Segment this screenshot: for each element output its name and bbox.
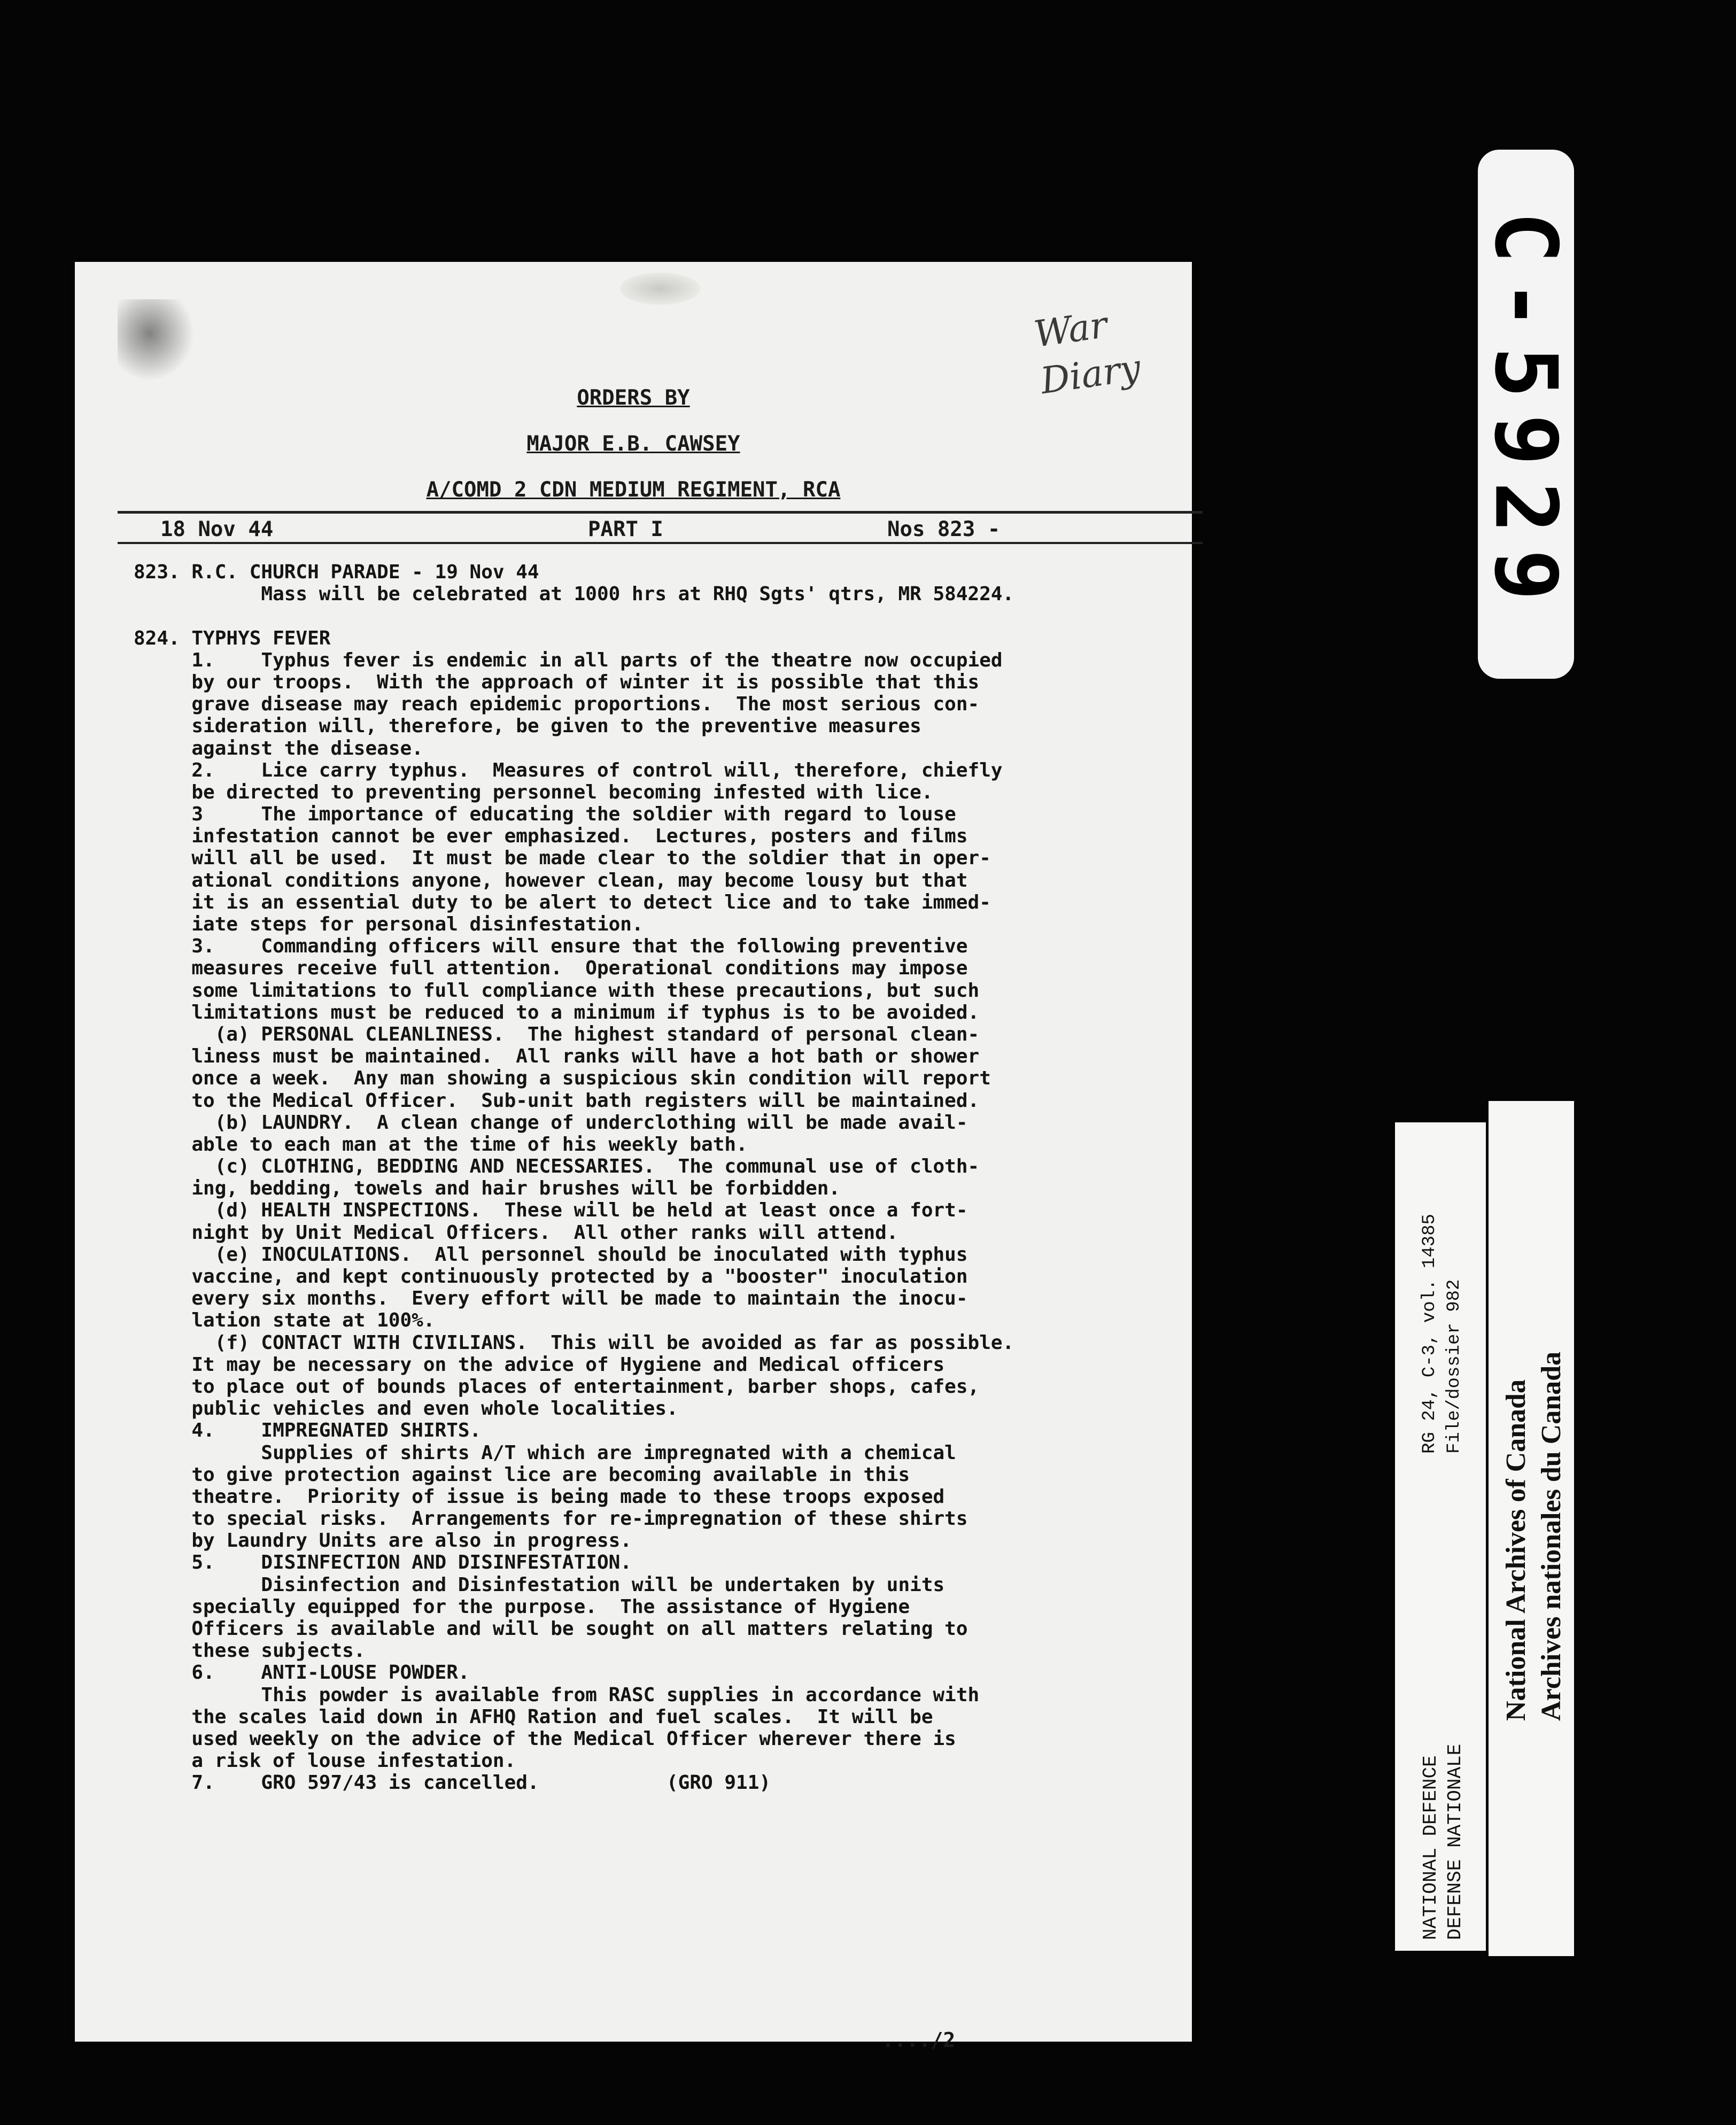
text-line: Disinfection and Disinfestation will be undertaken by units (134, 1573, 945, 1596)
text-line: to place out of bounds places of entertainment, barber shops, cafes, (134, 1375, 980, 1398)
text-line: liness must be maintained. All ranks will have a hot bath or shower (134, 1045, 980, 1068)
text-line: Officers is available and will be sought on all matters relating to (134, 1618, 968, 1640)
text-line: measures receive full attention. Operational conditions may impose (134, 957, 968, 980)
text-line: by our troops. With the approach of winter it is possible that this (134, 671, 980, 693)
heading-line: MAJOR E.B. CAWSEY (526, 432, 740, 456)
order-date: 18 Nov 44 (160, 517, 274, 541)
document-page (75, 262, 1192, 2052)
text-line: used weekly on the advice of the Medical Officer wherever there is (134, 1727, 956, 1750)
header-rule (118, 542, 1203, 544)
text-line: a risk of louse infestation. (134, 1750, 516, 1772)
agency-name-fr: DEFENSE NATIONALE (1444, 1743, 1466, 1940)
heading-line: A/COMD 2 CDN MEDIUM REGIMENT, RCA (426, 478, 841, 502)
text-line: able to each man at the time of his weekly bath. (134, 1133, 748, 1155)
text-line: limitations must be reduced to a minimum if typhus is to be avoided. (134, 1001, 980, 1023)
text-line: night by Unit Medical Officers. All other ranks will attend. (134, 1221, 898, 1244)
text-line: (b) LAUNDRY. A clean change of underclothing will be made avail- (134, 1111, 968, 1134)
text-line: 6. ANTI-LOUSE POWDER. (134, 1662, 470, 1684)
text-line: the scales laid down in AFHQ Ration and fuel scales. It will be (134, 1705, 933, 1728)
text-line: iate steps for personal disinfestation. (134, 913, 644, 935)
text-line: by Laundry Units are also in progress. (134, 1530, 632, 1552)
text-line: This powder is available from RASC supplies in accordance with (134, 1684, 980, 1706)
text-line: to special risks. Arrangements for re-impregnation of these shirts (134, 1508, 968, 1530)
staple-mark (620, 273, 700, 305)
text-line: 824. TYPHYS FEVER (134, 627, 331, 649)
text-line: 2. Lice carry typhus. Measures of control will, therefore, chiefly (134, 759, 1003, 781)
heading-line: ORDERS BY (577, 386, 690, 410)
reel-number-text: C-5929 (1476, 212, 1576, 617)
text-line: 3. Commanding officers will ensure that the following preventive (134, 935, 968, 958)
text-line (134, 605, 1235, 627)
text-line: 5. DISINFECTION AND DISINFESTATION. (134, 1552, 632, 1574)
text-line: some limitations to full compliance with these precautions, but such (134, 979, 980, 1002)
text-line: every six months. Every effort will be made to maintain the inocu- (134, 1288, 968, 1310)
text-line: public vehicles and even whole localities. (134, 1398, 678, 1420)
archives-name-label (1489, 1101, 1574, 1956)
text-line: will all be used. It must be made clear to the soldier that in oper- (134, 847, 991, 870)
text-line: specially equipped for the purpose. The assistance of Hygiene (134, 1595, 910, 1618)
text-line: to give protection against lice are becoming available in this (134, 1463, 910, 1486)
text-line: (d) HEALTH INSPECTIONS. These will be held at least once a fort- (134, 1199, 968, 1222)
text-line: be directed to preventing personnel becoming infested with lice. (134, 781, 933, 803)
handwritten-word: Diary (1038, 346, 1144, 403)
text-line: 4. IMPREGNATED SHIRTS. (134, 1420, 482, 1442)
text-line: Supplies of shirts A/T which are impregnated with a chemical (134, 1441, 956, 1464)
text-line: it is an essential duty to be alert to detect lice and to take immed- (134, 891, 991, 913)
handwritten-word: War (1031, 304, 1110, 356)
agency-name-en: NATIONAL DEFENCE (1420, 1755, 1442, 1940)
text-line: (e) INOCULATIONS. All personnel should be inoculated with typhus (134, 1243, 968, 1266)
text-line: ational conditions anyone, however clean, may become lousy but that (134, 869, 968, 891)
record-group-ref: RG 24, C-3, vol. 14385 (1420, 1214, 1440, 1454)
text-line: infestation cannot be ever emphasized. Lectures, posters and films (134, 825, 968, 848)
text-line: theatre. Priority of issue is being made to these troops exposed (134, 1485, 945, 1508)
text-line: against the disease. (134, 737, 423, 759)
text-line: these subjects. (134, 1640, 366, 1662)
text-line: (c) CLOTHING, BEDDING AND NECESSARIES. The communal use of cloth- (134, 1155, 980, 1178)
archives-name-en: National Archives of Canada (1501, 1379, 1531, 1721)
text-line: (a) PERSONAL CLEANLINESS. The highest standard of personal clean- (134, 1023, 980, 1045)
order-numbers: Nos 823 - (887, 517, 1001, 541)
order-part: PART I (588, 517, 663, 541)
microfilm-reel-number (1478, 150, 1574, 679)
page-continuation: ..../2 (882, 2028, 956, 2052)
text-line: (f) CONTACT WITH CIVILIANS. This will be avoided as far as possible. (134, 1331, 1014, 1354)
text-line: It may be necessary on the advice of Hygiene and Medical officers (134, 1353, 945, 1376)
file-ref: File/dossier 982 (1444, 1279, 1464, 1454)
text-line: 823. R.C. CHURCH PARADE - 19 Nov 44 (134, 561, 539, 583)
text-line: to the Medical Officer. Sub-unit bath registers will be maintained. (134, 1089, 980, 1112)
text-line: once a week. Any man showing a suspicious skin condition will report (134, 1067, 991, 1090)
text-line: Mass will be celebrated at 1000 hrs at RHQ Sgts' qtrs, MR 584224. (134, 583, 1014, 606)
text-line: 3 The importance of educating the soldier with regard to louse (134, 803, 956, 826)
ink-smudge (118, 299, 198, 385)
text-line: lation state at 100%. (134, 1309, 435, 1332)
order-body-text (134, 561, 1235, 1794)
text-line: sideration will, therefore, be given to the preventive measures (134, 715, 921, 738)
archive-reference-label (1395, 1122, 1486, 1951)
text-line: grave disease may reach epidemic proportions. The most serious con- (134, 693, 980, 716)
header-rule (118, 511, 1203, 514)
text-line: 7. GRO 597/43 is cancelled. (GRO 911) (134, 1772, 771, 1794)
text-line: vaccine, and kept continuously protected by a "booster" inoculation (134, 1266, 968, 1288)
archives-name-fr: Archives nationales du Canada (1536, 1351, 1567, 1721)
text-line: 1. Typhus fever is endemic in all parts of the theatre now occupied (134, 649, 1003, 671)
text-line: ing, bedding, towels and hair brushes will be forbidden. (134, 1177, 841, 1200)
